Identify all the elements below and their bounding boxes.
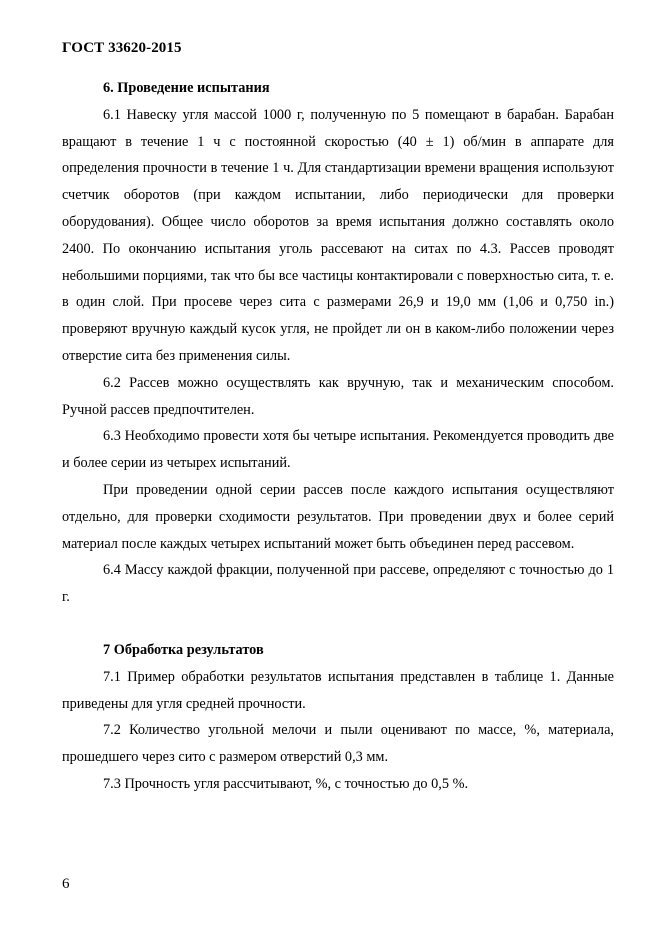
paragraph-6-3: 6.3 Необходимо провести хотя бы четыре испытания. Рекомендуется проводить две и более серии из четырех испытаний.	[62, 428, 614, 472]
paragraph-6-1: 6.1 Навеску угля массой 1000 г, полученную по 5 помещают в барабан. Барабан вращают в течение 1 ч с постоянной скоростью (40 ± 1) об/мин в аппарате для определения прочности в течение 1 ч. Для стандартизации времени вращения используют счетчик оборотов (при каждом испытании, либо периодически для проверки оборудования). Общее число оборотов за время испытания должно составлять около 2400. По окончанию испытания уголь рассевают на ситах по 4.3. Рассев проводят небольшими порциями, так что бы все частицы контактировали с поверхностью сита, т. е. в один слой. При просеве через сита с размерами 26,9 и 19,0 мм (1,06 и 0,750 in.) проверяют вручную каждый кусок угля, не пройдет ли он в каком-либо положении через отверстие сита без применения силы.	[62, 106, 614, 364]
section-6-title: 6. Проведение испытания	[103, 80, 270, 96]
section-spacer	[62, 611, 614, 637]
paragraph-7-1: 7.1 Пример обработки результатов испытания представлен в таблице 1. Данные приведены для угля средней прочности.	[62, 668, 614, 712]
paragraph-7-2: 7.2 Количество угольной мелочи и пыли оценивают по массе, %, материала, прошедшего через сито с размером отверстий 0,3 мм.	[62, 722, 614, 766]
paragraph-6-4: 6.4 Массу каждой фракции, полученной при рассеве, определяют с точностью до 1 г.	[62, 562, 614, 606]
standard-header: ГОСТ 33620-2015	[62, 40, 182, 56]
document-body	[62, 75, 614, 798]
paragraph-7-3: 7.3 Прочность угля рассчитывают, %, с точностью до 0,5 %.	[103, 775, 469, 792]
paragraph-6-3-continued: При проведении одной серии рассев после каждого испытания осуществляют отдельно, для проверки сходимости результатов. При проведении двух и более серий материал после каждых четырех испытаний может быть объединен перед рассевом.	[62, 481, 614, 552]
page-number: 6	[62, 876, 70, 892]
paragraph-6-2: 6.2 Рассев можно осуществлять как вручную, так и механическим способом. Ручной рассев предпочтителен.	[62, 374, 614, 418]
section-7-title: 7 Обработка результатов	[103, 641, 264, 658]
